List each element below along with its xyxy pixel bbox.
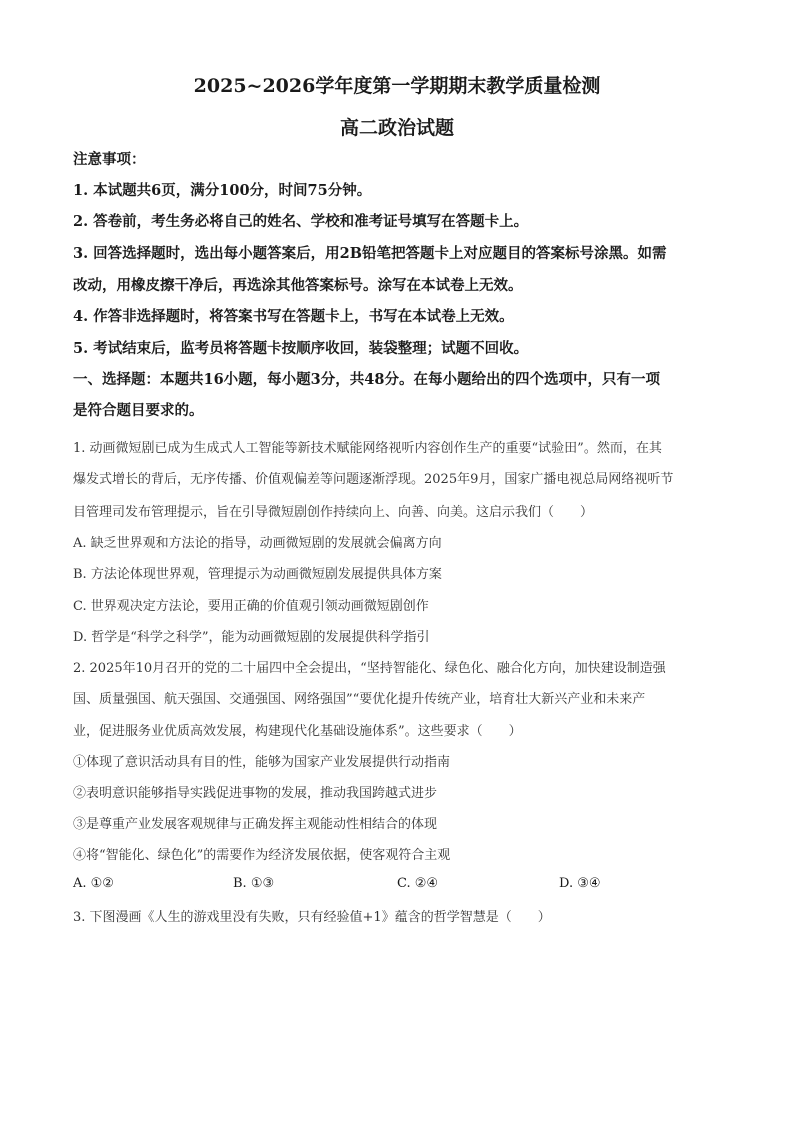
note-item: 3. 回答选择题时，选出每小题答案后，用2B铅笔把答题卡上对应题目的答案标号涂黑。如需: [73, 245, 667, 262]
question-1-text: 爆发式增长的背后，无序传播、价值观偏差等问题逐渐浮现。2025年9月，国家广播电视总局网络视听节: [73, 472, 674, 487]
question-1-option-c: C. 世界观决定方法论，要用正确的价值观引领动画微短剧创作: [73, 599, 429, 614]
question-2-option-b: B. ①③: [233, 876, 275, 891]
note-item: 2. 答卷前，考生务必将自己的姓名、学校和准考证号填写在答题卡上。: [73, 213, 529, 230]
note-item: 5. 考试结束后，监考员将答题卡按顺序收回，装袋整理；试题不回收。: [73, 340, 529, 357]
question-3-text: 3. 下图漫画《人生的游戏里没有失败，只有经验值+1》蕴含的哲学智慧是（ ）: [73, 910, 551, 925]
question-2-statement: ②表明意识能够指导实践促进事物的发展，推动我国跨越式进步: [73, 786, 438, 801]
exam-title: 2025~2026学年度第一学期期末教学质量检测: [193, 75, 601, 97]
question-2-text: 业，促进服务业优质高效发展，构建现代化基础设施体系”。这些要求（ ）: [73, 724, 522, 739]
note-item: 改动，用橡皮擦干净后，再选涂其他答案标号。涂写在本试卷上无效。: [73, 277, 523, 294]
question-2-text: 国、质量强国、航天强国、交通强国、网络强国”“要优化提升传统产业，培育壮大新兴产业和未来产: [73, 692, 646, 707]
question-2-option-a: A. ①②: [73, 876, 114, 891]
exam-subtitle: 高二政治试题: [339, 117, 454, 139]
question-1-text: 1. 动画微短剧已成为生成式人工智能等新技术赋能网络视听内容创作生产的重要“试验田”。然而，在其: [73, 441, 662, 456]
question-2-statement: ③是尊重产业发展客观规律与正确发挥主观能动性相结合的体现: [73, 817, 438, 832]
question-1-option-b: B. 方法论体现世界观，管理提示为动画微短剧发展提供具体方案: [73, 567, 442, 582]
question-1-option-d: D. 哲学是“科学之科学”，能为动画微短剧的发展提供科学指引: [73, 630, 430, 645]
question-2-statement: ①体现了意识活动具有目的性，能够为国家产业发展提供行动指南: [73, 755, 451, 770]
section-heading: 一、选择题：本题共16小题，每小题3分，共48分。在每小题给出的四个选项中，只有一项: [73, 371, 660, 388]
notes-heading: 注意事项：: [73, 151, 146, 168]
note-item: 1. 本试题共6页，满分100分，时间75分钟。: [73, 182, 372, 199]
question-2-option-d: D. ③④: [559, 876, 601, 891]
section-heading: 是符合题目要求的。: [73, 402, 204, 419]
question-1-text: 目管理司发布管理提示，旨在引导微短剧创作持续向上、向善、向美。这启示我们（ ）: [73, 505, 594, 520]
question-2-option-c: C. ②④: [397, 876, 439, 891]
note-item: 4. 作答非选择题时，将答案书写在答题卡上，书写在本试卷上无效。: [73, 308, 514, 325]
question-2-text: 2. 2025年10月召开的党的二十届四中全会提出，“坚持智能化、绿色化、融合化方向，加快建设制造强: [73, 661, 666, 676]
question-2-statement: ④将“智能化、绿色化”的需要作为经济发展依据，使客观符合主观: [73, 848, 451, 863]
question-1-option-a: A. 缺乏世界观和方法论的指导，动画微短剧的发展就会偏离方向: [73, 536, 442, 551]
